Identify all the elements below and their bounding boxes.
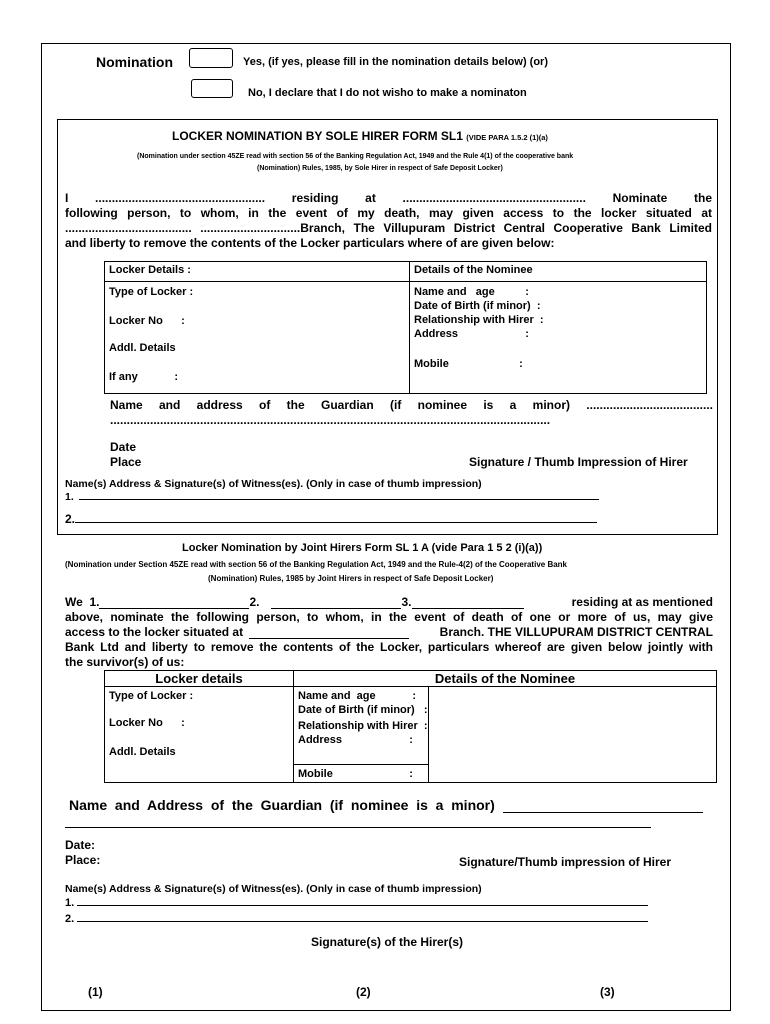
sole-guardian-line-2: .................................................................................................................................... <box>110 413 551 427</box>
sole-witness-2-num: 2. <box>65 512 76 526</box>
sole-witness-1 <box>65 491 599 503</box>
joint-locker-details-cell <box>105 687 294 783</box>
joint-witness-1-line[interactable] <box>77 905 648 906</box>
sole-locker-table <box>104 261 707 394</box>
sole-date-label: Date <box>110 440 137 454</box>
joint-witness-1 <box>65 897 648 909</box>
sole-signature-label: Signature / Thumb Impression of Hirer <box>469 455 688 469</box>
joint-nominee-mobile: Mobile : <box>298 768 413 780</box>
no-checkbox[interactable] <box>191 79 233 98</box>
sole-nominee-relationship: Relationship with Hirer : <box>414 314 544 326</box>
sole-witness-2-line[interactable] <box>75 522 597 523</box>
sole-place-label: Place <box>110 455 142 469</box>
joint-guardian-label: Name and Address of the Guardian (if nominee is a minor) <box>69 797 495 813</box>
joint-para-line-2: above, nominate the following person, to whom, in the event of death of one or more of us, may give <box>65 610 713 624</box>
joint-form-title: Locker Nomination by Joint Hirers Form SL 1 A (vide Para 1 5 2 (i)(a)) <box>182 542 543 554</box>
joint-2-label: 2. <box>249 595 260 609</box>
joint-hirers-signature-label: Signature(s) of the Hirer(s) <box>311 935 464 949</box>
sole-guardian-line-1: Name and address of the Guardian (if nominee is a minor) ...................................... <box>110 398 713 412</box>
sole-subtitle-1: (Nomination under section 45ZE read with section 56 of the Banking Regulation Act, 1949 and the Rule 4(1) of the cooperative bank <box>137 153 574 160</box>
sole-para-line-4: and liberty to remove the contents of the Locker particulars where of are given below: <box>65 236 555 250</box>
joint-witness-1-num: 1. <box>65 897 75 909</box>
joint-place-label: Place: <box>65 853 101 867</box>
joint-addl-details: Addl. Details <box>109 746 176 758</box>
joint-hirer-3-line[interactable] <box>412 608 524 609</box>
joint-para-line-1 <box>65 595 713 609</box>
sole-locker-details-cell <box>105 282 410 394</box>
joint-hirer-1-line[interactable] <box>99 608 249 609</box>
sole-title-suffix: (VIDE PARA 1.5.2 (1)(a) <box>466 133 548 142</box>
joint-branch-line[interactable] <box>249 638 409 639</box>
joint-nominee-address: Address : <box>298 734 413 746</box>
hirer-2-signature: (2) <box>356 985 371 999</box>
sole-type-of-locker: Type of Locker : <box>109 286 194 298</box>
joint-3-label: 3. <box>401 595 412 609</box>
sole-title-text: LOCKER NOMINATION BY SOLE HIRER FORM SL1 <box>172 129 463 143</box>
sole-para-line-1: I ................................................... residing at ....................................................... Nominate the <box>65 191 712 205</box>
sole-para-line-2: following person, to whom, in the event of my death, may given access to the locker situated at <box>65 206 712 220</box>
joint-nominee-details-cell <box>294 687 717 783</box>
joint-table-head-left: Locker details <box>105 671 294 687</box>
sole-witness-1-line[interactable] <box>79 499 599 500</box>
sole-form-title <box>172 129 548 143</box>
joint-subtitle-1: (Nomination under Section 45ZE read with section 56 of the Banking Regulation Act, 1949 and the Rule-4(2) of the Cooperative Bank <box>65 560 568 569</box>
hirer-3-signature: (3) <box>600 985 615 999</box>
joint-locker-no: Locker No : <box>109 717 185 729</box>
sole-nominee-mobile: Mobile : <box>414 358 523 370</box>
joint-witness-label: Name(s) Address & Signature(s) of Witness(es). (Only in case of thumb impression) <box>65 883 482 895</box>
sole-nominee-details-cell <box>410 282 707 394</box>
section-divider <box>57 534 718 535</box>
nomination-label: Nomination <box>96 54 173 70</box>
sole-subtitle-2: (Nomination) Rules, 1985, by Sole Hirer in respect of Safe Deposit Locker) <box>257 165 503 172</box>
hirer-1-signature: (1) <box>88 985 103 999</box>
joint-we-label: We 1. <box>65 595 100 609</box>
sole-para-line-3: ...................................... ..............................Branch, The Villupuram District Central Cooperative Bank Limited <box>65 221 712 235</box>
joint-para-line-3 <box>65 625 713 639</box>
joint-hirer-2-line[interactable] <box>271 608 401 609</box>
joint-nominee-relationship: Relationship with Hirer : <box>298 720 428 732</box>
joint-nominee-name-age: Name and age : <box>298 690 416 702</box>
yes-checkbox[interactable] <box>189 48 233 68</box>
joint-access-text: access to the locker situated at <box>65 625 244 639</box>
sole-table-head-right: Details of the Nominee <box>410 262 707 282</box>
yes-option-text: Yes, (if yes, please fill in the nomination details below) (or) <box>243 56 549 68</box>
joint-date-label: Date: <box>65 838 96 852</box>
joint-mobile-divider <box>294 764 429 765</box>
joint-guardian-line <box>69 797 703 813</box>
joint-table-head-right: Details of the Nominee <box>294 671 717 687</box>
sole-witness-label: Name(s) Address & Signature(s) of Witness(es). (Only in case of thumb impression) <box>65 478 482 490</box>
sole-if-any: If any : <box>109 371 179 383</box>
joint-para-tail: residing at as mentioned <box>571 595 713 609</box>
joint-nominee-labels <box>294 687 429 782</box>
sole-locker-no: Locker No : <box>109 315 185 327</box>
sole-nominee-name-age: Name and age : <box>414 286 529 298</box>
joint-signature-label: Signature/Thumb impression of Hirer <box>459 855 672 869</box>
joint-witness-2 <box>65 913 648 925</box>
joint-branch-text: Branch. THE VILLUPURAM DISTRICT CENTRAL <box>439 625 713 639</box>
sole-witness-2 <box>65 512 597 526</box>
no-option-text: No, I declare that I do not wisho to make a nominaton <box>248 87 527 99</box>
sole-table-head-left: Locker Details : <box>105 262 410 282</box>
joint-para-line-4: Bank Ltd and liberty to remove the contents of the Locker, particulars whereof are given below jointly with <box>65 640 713 654</box>
sole-nominee-dob: Date of Birth (if minor) : <box>414 300 541 312</box>
joint-guardian-line-1[interactable] <box>503 812 703 813</box>
joint-para-line-5: the survivor(s) of us: <box>65 655 185 669</box>
sole-witness-1-num: 1. <box>65 491 74 503</box>
joint-witness-2-num: 2. <box>65 913 75 925</box>
joint-nominee-dob: Date of Birth (if minor) : <box>298 704 428 716</box>
sole-nominee-address: Address : <box>414 328 529 340</box>
joint-type-of-locker: Type of Locker : <box>109 690 194 702</box>
sole-addl-details: Addl. Details <box>109 342 176 354</box>
joint-subtitle-2: (Nomination) Rules, 1985 by Joint Hirers in respect of Safe Deposit Locker) <box>208 574 494 583</box>
joint-witness-2-line[interactable] <box>77 921 648 922</box>
joint-locker-table <box>104 670 717 783</box>
joint-guardian-line-2[interactable] <box>65 827 651 828</box>
